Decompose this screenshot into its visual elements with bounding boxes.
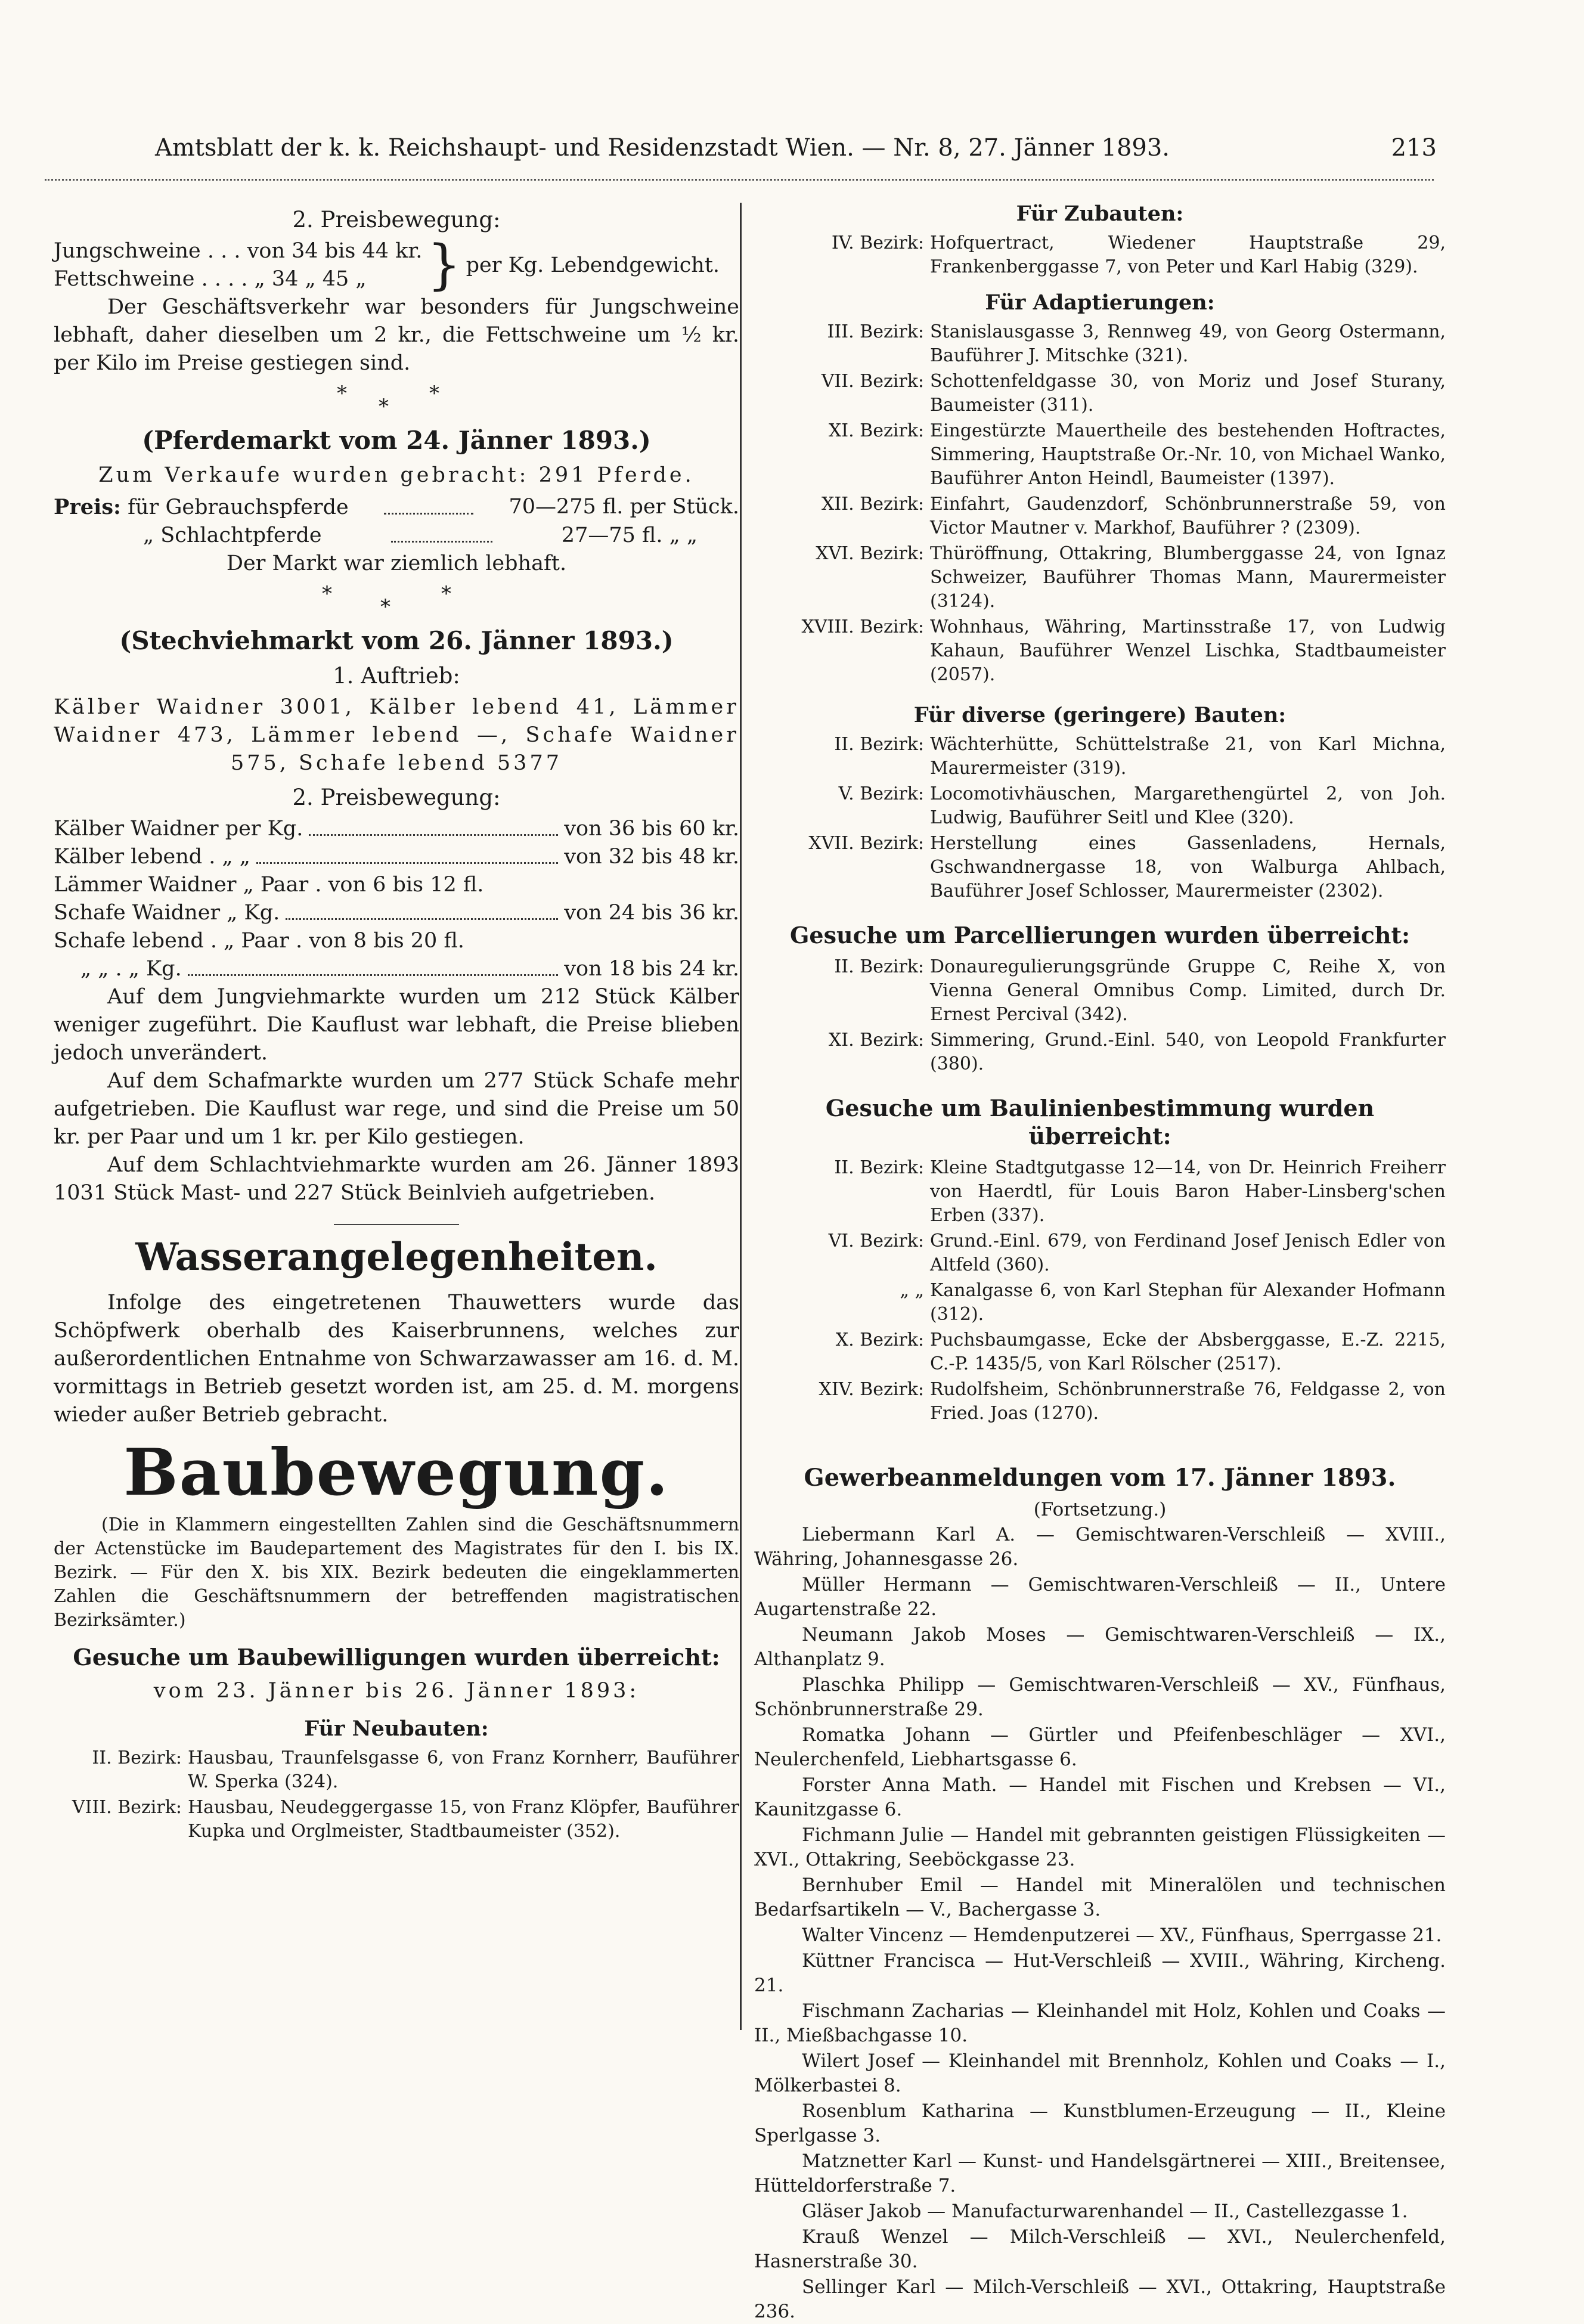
permit-entry	[754, 1028, 1446, 1076]
horse-price-row-utility	[54, 493, 739, 522]
permit-entry	[754, 419, 1446, 491]
district-label: XIV. Bezirk:	[819, 1379, 924, 1400]
star: *	[380, 595, 390, 619]
section-divider	[334, 1224, 459, 1225]
entry-text: Wächterhütte, Schüttelstraße 21, von Karl Michna, Maurermeister (319).	[930, 734, 1446, 779]
permit-entry	[754, 832, 1446, 903]
leader-dots	[256, 843, 558, 864]
trade-entry: Wilert Josef — Kleinhandel mit Brennholz, Kohlen und Coaks — I., Mölkerbastei 8.	[754, 2050, 1446, 2096]
building-permits-heading: Gesuche um Baubewilligungen wurden überreicht:	[73, 1644, 720, 1671]
trade-entry: Neumann Jakob Moses — Gemischtwaren-Verschleiß — IX., Althanplatz 9.	[754, 1624, 1446, 1670]
trade-entry: Liebermann Karl A. — Gemischtwaren-Verschleiß — XVIII., Währing, Johannesgasse 26.	[754, 1524, 1446, 1570]
price-row-label: Kälber lebend . „ „	[54, 845, 250, 869]
new-buildings-heading: Für Neubauten:	[304, 1716, 489, 1741]
trade-entry: Müller Hermann — Gemischtwaren-Verschleiß — II., Untere Augartenstraße 22.	[754, 1574, 1446, 1620]
horse-price-utility: 70—275 fl. per Stück.	[509, 495, 739, 519]
permit-entry	[754, 1378, 1446, 1426]
permit-entry	[754, 1156, 1446, 1228]
district-label: VI. Bezirk:	[828, 1231, 924, 1251]
leader-dots	[188, 955, 559, 976]
pig-price-unit: per Kg. Lebendgewicht.	[466, 253, 720, 277]
permit-entry	[54, 1746, 739, 1794]
star: *	[337, 382, 347, 405]
trade-entry: Küttner Francisca — Hut-Verschleiß — XVIII., Währing, Kircheng. 21.	[754, 1950, 1446, 1996]
trade-entry: Forster Anna Math. — Handel mit Fischen und Krebsen — VI., Kaunitzgasse 6.	[754, 1774, 1446, 1820]
permit-period: vom 23. Jänner bis 26. Jänner 1893:	[153, 1679, 640, 1703]
horse-price-slaughter: 27—75 fl. „ „	[561, 523, 698, 547]
trade-entry: Bernhuber Emil — Handel mit Mineralölen und technischen Bedarfsartikeln — V., Bachergasse 3.	[754, 1874, 1446, 1920]
district-label: XVI. Bezirk:	[816, 543, 924, 564]
entry-text: Stanislausgasse 3, Rennweg 49, von Georg Ostermann, Bauführer J. Mitschke (321).	[930, 321, 1446, 366]
leader-dots	[286, 899, 558, 920]
supply-heading: 1. Auftrieb:	[333, 663, 460, 689]
entry-text: Einfahrt, Gaudenzdorf, Schönbrunnerstraße 59, von Victor Mautner v. Markhof, Bauführer ? (2309).	[930, 494, 1446, 538]
horses-brought: Zum Verkaufe wurden gebracht: 291 Pferde.	[98, 463, 695, 487]
sheep-market-paragraph: Auf dem Schafmarkte wurden um 277 Stück Schafe mehr aufgetrieben. Die Kauflust war rege, und sind die Preise um 50 kr. per Paar und um 1 kr. per Kilo gestiegen.	[54, 1069, 739, 1149]
entry-text: Puchsbaumgasse, Ecke der Absberggasse, E.-Z. 2215, C.-P. 1435/5, von Karl Rölscher (2517).	[930, 1330, 1446, 1374]
leader-dots	[309, 815, 558, 836]
trade-registrations-heading: Gewerbeanmeldungen vom 17. Jänner 1893.	[804, 1464, 1396, 1492]
district-label: VIII. Bezirk:	[72, 1797, 182, 1818]
construction-heading: Baubewegung.	[123, 1435, 669, 1510]
permit-entry	[54, 1796, 739, 1843]
slaughter-market-paragraph: Auf dem Schlachtviehmarkte wurden am 26. Jänner 1893 1031 Stück Mast- und 227 Stück Beinlvieh aufgetrieben.	[54, 1153, 739, 1205]
horse-market-note: Der Markt war ziemlich lebhaft.	[226, 551, 567, 575]
district-label: „ „	[900, 1280, 924, 1301]
permit-entry	[754, 1229, 1446, 1277]
trade-entry: Gläser Jakob — Manufacturwarenhandel — II., Castellezgasse 1.	[802, 2201, 1408, 2222]
district-label: XVII. Bezirk:	[808, 833, 924, 854]
pig-price-row-fat: Fettschweine . . . . „ 34 „ 45 „	[54, 267, 367, 291]
permit-entry	[754, 1328, 1446, 1376]
supply-text: Kälber Waidner 3001, Kälber lebend 41, Lämmer Waidner 473, Lämmer lebend —, Schafe Waidner 575, Schafe lebend 5377	[54, 695, 739, 775]
price-row	[54, 843, 739, 871]
price-row-label: Lämmer Waidner „ Paar . von 6 bis 12 fl.	[54, 873, 484, 897]
section-separator-stars	[54, 377, 739, 419]
trade-entry: Fischmann Zacharias — Kleinhandel mit Holz, Kohlen und Coaks — II., Mießbachgasse 10.	[754, 2000, 1446, 2046]
brace-mark: }	[427, 234, 461, 296]
entry-text: Locomotivhäuschen, Margarethengürtel 2, von Joh. Ludwig, Bauführer Seitl und Klee (320).	[930, 783, 1446, 828]
leader-dots	[391, 522, 492, 543]
entry-text: Kanalgasse 6, von Karl Stephan für Alexander Hofmann (312).	[930, 1280, 1446, 1325]
price-label: Preis:	[54, 495, 121, 519]
trade-entry: Sellinger Karl — Milch-Verschleiß — XVI., Ottakring, Hauptstraße 236.	[754, 2276, 1446, 2322]
district-label: X. Bezirk:	[835, 1330, 924, 1350]
star: *	[441, 582, 451, 606]
header-divider	[45, 179, 1434, 181]
price-row-label: Schafe lebend . „ Paar . von 8 bis 20 fl.	[54, 929, 464, 953]
parcel-requests-heading: Gesuche um Parcellierungen wurden überreicht:	[789, 922, 1411, 949]
permit-entry	[754, 955, 1446, 1027]
price-movement-heading: 2. Preisbewegung:	[292, 207, 501, 233]
price-row	[54, 899, 739, 927]
permit-entry	[754, 733, 1446, 780]
star: *	[322, 582, 332, 606]
trade-entry: Romatka Johann — Gürtler und Pfeifenbeschläger — XVI., Neulerchenfeld, Liebhartsgasse 6.	[754, 1724, 1446, 1770]
price-row-label: Schafe Waidner „ Kg.	[54, 901, 280, 925]
permit-entry	[754, 1279, 1446, 1327]
trade-entry: Fichmann Julie — Handel mit gebrannten geistigen Flüssigkeiten — XVI., Ottakring, Seeböckgasse 23.	[754, 1824, 1446, 1870]
price-row-label: Kälber Waidner per Kg.	[54, 817, 303, 841]
entry-text: Donauregulierungsgründe Gruppe C, Reihe X, von Vienna General Omnibus Comp. Limited, durch Dr. Ernest Percival (342).	[930, 956, 1446, 1025]
permit-entry	[754, 492, 1446, 540]
trade-entry: Rosenblum Katharina — Kunstblumen-Erzeugung — II., Kleine Sperlgasse 3.	[754, 2100, 1446, 2146]
trade-entry: Krauß Wenzel — Milch-Verschleiß — XVI., Neulerchenfeld, Hasnerstraße 30.	[754, 2226, 1446, 2272]
permit-entry	[754, 615, 1446, 687]
calf-market-paragraph: Auf dem Jungviehmarkte wurden um 212 Stück Kälber weniger zugeführt. Die Kauflust war lebhaft, die Preise blieben jedoch unverändert.	[54, 985, 739, 1065]
building-line-heading: Gesuche um Baulinienbestimmung wurden überreicht:	[825, 1095, 1375, 1149]
district-label: II. Bezirk:	[834, 1157, 924, 1178]
entry-text: Wohnhaus, Währing, Martinsstraße 17, von Ludwig Kahaun, Bauführer Wenzel Lischka, Stadtbaumeister (2057).	[930, 616, 1446, 685]
entry-text: Hofquertract, Wiedener Hauptstraße 29, Frankenberggasse 7, von Peter und Karl Habig (329).	[930, 233, 1446, 277]
left-column	[54, 200, 739, 2048]
entry-text: Simmering, Grund.-Einl. 540, von Leopold Frankfurter (380).	[930, 1030, 1446, 1074]
price-row-value: von 32 bis 48 kr.	[564, 845, 739, 869]
price-movement-heading-2: 2. Preisbewegung:	[292, 785, 501, 810]
slaughter-market-heading: (Stechviehmarkt vom 26. Jänner 1893.)	[119, 626, 674, 655]
right-column	[754, 200, 1446, 2322]
district-label: XI. Bezirk:	[828, 420, 924, 441]
star: *	[429, 382, 439, 405]
price-row	[54, 815, 739, 843]
page-header	[149, 130, 1437, 166]
price-row	[54, 955, 739, 983]
district-label: XI. Bezirk:	[828, 1030, 924, 1051]
price-row-label: „ „ . „ Kg.	[80, 957, 182, 981]
district-label: V. Bezirk:	[838, 783, 924, 804]
price-row	[54, 927, 739, 955]
trade-entry: Walter Vincenz — Hemdenputzerei — XV., Fünfhaus, Sperrgasse 21.	[802, 1925, 1442, 1946]
permit-entry	[754, 370, 1446, 417]
pig-market-paragraph: Der Geschäftsverkehr war besonders für Jungschweine lebhaft, daher dieselben um 2 kr., die Fettschweine um ½ kr. per Kilo im Preise gestiegen sind.	[54, 295, 739, 375]
construction-note: (Die in Klammern eingestellten Zahlen sind die Geschäftsnummern der Actenstücke im Baudepartement des Magistrates für den I. bis IX. Bezirk. — Für den X. bis XIX. Bezirk bedeuten die eingeklammerten Zahlen die Geschäftsnummern der betreffenden magistratischen Bezirksämter.)	[54, 1514, 739, 1631]
district-label: III. Bezirk:	[827, 321, 924, 342]
trade-entry: Plaschka Philipp — Gemischtwaren-Verschleiß — XV., Fünfhaus, Schönbrunnerstraße 29.	[754, 1674, 1446, 1720]
star: *	[379, 395, 389, 419]
permit-entry	[754, 542, 1446, 613]
entry-text: Hausbau, Neudeggergasse 15, von Franz Klöpfer, Bauführer Kupka und Orglmeister, Stadtbaumeister (352).	[188, 1797, 739, 1842]
pig-prices	[54, 234, 739, 296]
horse-type-utility: für Gebrauchspferde	[128, 495, 349, 519]
entry-text: Eingestürzte Mauertheile des bestehenden Hoftractes, Simmering, Hauptstraße Or.-Nr. 10, von Michael Wanko, Bauführer Anton Heindl, Baumeister (1397).	[930, 420, 1446, 489]
water-affairs-heading: Wasserangelegenheiten.	[135, 1235, 658, 1279]
district-label: II. Bezirk:	[834, 956, 924, 977]
price-row	[54, 871, 739, 899]
column-divider	[740, 203, 742, 2030]
continuation-label: (Fortsetzung.)	[1033, 1499, 1167, 1520]
district-label: XVIII. Bezirk:	[801, 616, 924, 637]
price-row-value: von 36 bis 60 kr.	[564, 817, 739, 841]
minor-buildings-heading: Für diverse (geringere) Bauten:	[913, 703, 1287, 727]
adaptations-heading: Für Adaptierungen:	[985, 290, 1215, 315]
entry-text: Thüröffnung, Ottakring, Blumberggasse 24, von Ignaz Schweizer, Bauführer Thomas Mann, Maurermeister (3124).	[930, 543, 1446, 612]
permit-entry	[754, 782, 1446, 830]
trade-entry: Matznetter Karl — Kunst- und Handelsgärtnerei — XIII., Breitensee, Hütteldorferstraße 7.	[754, 2151, 1446, 2196]
district-label: VII. Bezirk:	[821, 371, 924, 392]
header-title: Amtsblatt der k. k. Reichshaupt- und Residenzstadt Wien. — Nr. 8, 27. Jänner 1893.	[155, 134, 1170, 162]
district-label: II. Bezirk:	[92, 1747, 182, 1768]
price-row-value: von 18 bis 24 kr.	[564, 957, 739, 981]
horse-type-slaughter: „ Schlachtpferde	[143, 523, 322, 547]
leader-dots	[384, 493, 473, 515]
district-label: II. Bezirk:	[834, 734, 924, 755]
price-row-value: von 24 bis 36 kr.	[564, 901, 739, 925]
entry-text: Rudolfsheim, Schönbrunnerstraße 76, Feldgasse 2, von Fried. Joas (1270).	[930, 1379, 1446, 1424]
horse-market-heading: (Pferdemarkt vom 24. Jänner 1893.)	[142, 426, 651, 455]
entry-text: Schottenfeldgasse 30, von Moriz und Josef Sturany, Baumeister (311).	[930, 371, 1446, 416]
permit-entry	[754, 231, 1446, 279]
water-affairs-paragraph: Infolge des eingetretenen Thauwetters wurde das Schöpfwerk oberhalb des Kaiserbrunnens, welches zur außerordentlichen Entnahme von Schwarzawasser am 16. d. M. vormittags in Betrieb gesetzt worden ist, am 25. d. M. morgens wieder außer Betrieb gebracht.	[54, 1291, 739, 1427]
entry-text: Kleine Stadtgutgasse 12—14, von Dr. Heinrich Freiherr von Haerdtl, für Louis Baron Haber-Linsberg'schen Erben (337).	[930, 1157, 1446, 1226]
section-separator-stars	[54, 578, 739, 619]
entry-text: Grund.-Einl. 679, von Ferdinand Josef Jenisch Edler von Altfeld (360).	[930, 1231, 1446, 1275]
district-label: XII. Bezirk:	[822, 494, 924, 515]
trade-registration-list	[754, 1523, 1446, 2324]
entry-text: Herstellung eines Gassenladens, Hernals, Gschwandnergasse 18, von Walburga Ahlbach, Bauführer Josef Schlosser, Maurermeister (2302).	[930, 833, 1446, 901]
page-number: 213	[1391, 134, 1437, 162]
entry-text: Hausbau, Traunfelsgasse 6, von Franz Kornherr, Bauführer W. Sperka (324).	[188, 1747, 739, 1792]
permit-entry	[754, 320, 1446, 368]
pig-price-row-young: Jungschweine . . . von 34 bis 44 kr.	[54, 239, 423, 263]
horse-price-row-slaughter	[54, 522, 739, 550]
livestock-price-list	[54, 815, 739, 983]
extensions-heading: Für Zubauten:	[1016, 202, 1184, 226]
district-label: IV. Bezirk:	[831, 233, 924, 253]
